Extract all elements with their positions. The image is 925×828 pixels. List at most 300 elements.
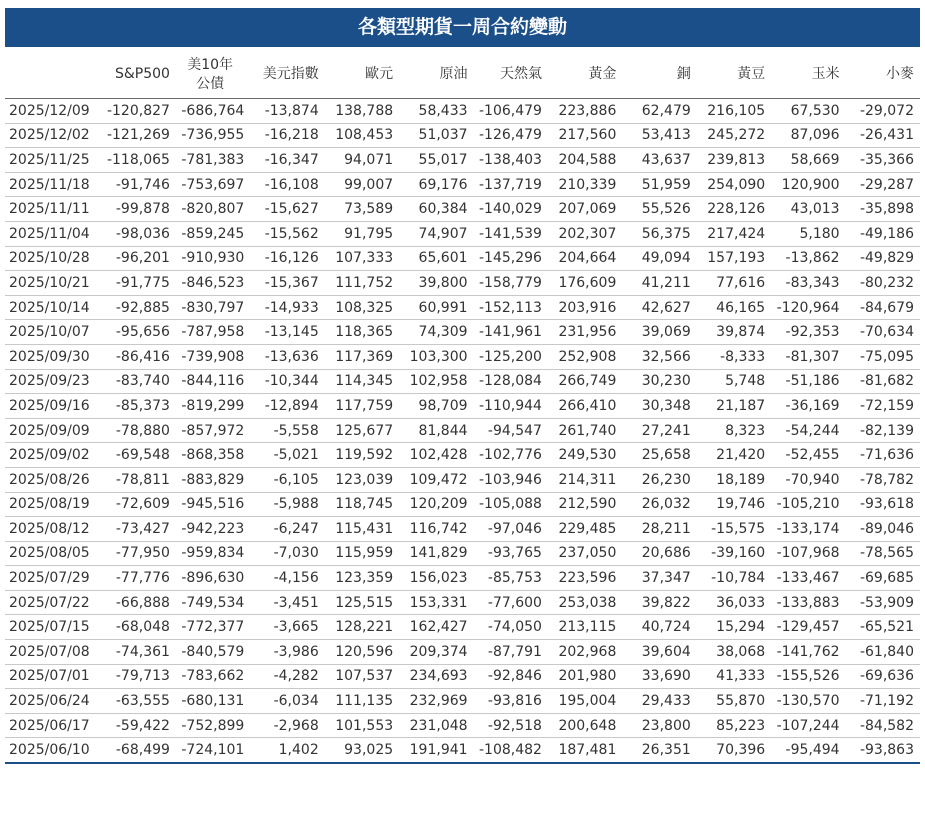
cell-us10y: -840,579 (176, 640, 250, 665)
cell-wheat: -29,287 (846, 172, 920, 197)
cell-copper: 20,686 (622, 541, 696, 566)
cell-us10y: -781,383 (176, 148, 250, 173)
cell-euro: 125,677 (325, 418, 399, 443)
table-body (5, 99, 920, 764)
cell-copper: 39,069 (622, 320, 696, 345)
cell-corn: 43,013 (771, 197, 845, 222)
cell-us10y: -883,829 (176, 467, 250, 492)
table-row (5, 640, 920, 665)
cell-us10y: -819,299 (176, 394, 250, 419)
cell-sp500: -86,416 (102, 344, 176, 369)
cell-gold: 200,648 (548, 713, 622, 738)
cell-us10y: -753,697 (176, 172, 250, 197)
cell-wheat: -72,159 (846, 394, 920, 419)
table-header (5, 51, 920, 99)
cell-date: 2025/07/22 (5, 590, 102, 615)
cell-wheat: -49,186 (846, 221, 920, 246)
cell-gold: 249,530 (548, 443, 622, 468)
cell-copper: 55,526 (622, 197, 696, 222)
table-row (5, 369, 920, 394)
cell-corn: 67,530 (771, 99, 845, 124)
cell-sp500: -66,888 (102, 590, 176, 615)
cell-corn: -133,467 (771, 566, 845, 591)
cell-gold: 213,115 (548, 615, 622, 640)
cell-gold: 229,485 (548, 517, 622, 542)
cell-sp500: -69,548 (102, 443, 176, 468)
cell-copper: 23,800 (622, 713, 696, 738)
cell-corn: -133,174 (771, 517, 845, 542)
table-row (5, 320, 920, 345)
cell-sp500: -72,609 (102, 492, 176, 517)
cell-sp500: -78,811 (102, 467, 176, 492)
header-soybean: 黃豆 (697, 51, 771, 99)
cell-corn: -133,883 (771, 590, 845, 615)
cell-crude-oil: 234,693 (399, 664, 473, 689)
cell-wheat: -80,232 (846, 271, 920, 296)
cell-copper: 49,094 (622, 246, 696, 271)
cell-wheat: -49,829 (846, 246, 920, 271)
cell-crude-oil: 55,017 (399, 148, 473, 173)
cell-date: 2025/08/05 (5, 541, 102, 566)
cell-soybean: 245,272 (697, 123, 771, 148)
cell-sp500: -92,885 (102, 295, 176, 320)
cell-soybean: 5,748 (697, 369, 771, 394)
table-row (5, 664, 920, 689)
cell-soybean: 254,090 (697, 172, 771, 197)
cell-natural-gas: -92,846 (474, 664, 548, 689)
cell-sp500: -98,036 (102, 221, 176, 246)
table-row (5, 517, 920, 542)
cell-euro: 117,369 (325, 344, 399, 369)
cell-euro: 94,071 (325, 148, 399, 173)
header-natural-gas: 天然氣 (474, 51, 548, 99)
cell-crude-oil: 120,209 (399, 492, 473, 517)
cell-crude-oil: 39,800 (399, 271, 473, 296)
cell-soybean: 39,874 (697, 320, 771, 345)
cell-sp500: -78,880 (102, 418, 176, 443)
cell-sp500: -85,373 (102, 394, 176, 419)
cell-corn: -155,526 (771, 664, 845, 689)
cell-crude-oil: 81,844 (399, 418, 473, 443)
cell-sp500: -99,878 (102, 197, 176, 222)
cell-sp500: -77,776 (102, 566, 176, 591)
cell-natural-gas: -110,944 (474, 394, 548, 419)
cell-usd-index: -5,988 (250, 492, 324, 517)
cell-soybean: 38,068 (697, 640, 771, 665)
cell-copper: 39,822 (622, 590, 696, 615)
cell-us10y: -736,955 (176, 123, 250, 148)
cell-us10y: -787,958 (176, 320, 250, 345)
table-row (5, 197, 920, 222)
cell-euro: 108,453 (325, 123, 399, 148)
cell-date: 2025/09/09 (5, 418, 102, 443)
cell-wheat: -35,898 (846, 197, 920, 222)
cell-copper: 27,241 (622, 418, 696, 443)
cell-euro: 125,515 (325, 590, 399, 615)
cell-gold: 266,749 (548, 369, 622, 394)
cell-natural-gas: -94,547 (474, 418, 548, 443)
cell-wheat: -65,521 (846, 615, 920, 640)
cell-euro: 120,596 (325, 640, 399, 665)
cell-euro: 119,592 (325, 443, 399, 468)
cell-wheat: -61,840 (846, 640, 920, 665)
table-row (5, 443, 920, 468)
header-gold: 黃金 (548, 51, 622, 99)
cell-euro: 138,788 (325, 99, 399, 124)
cell-euro: 111,135 (325, 689, 399, 714)
cell-euro: 115,959 (325, 541, 399, 566)
cell-natural-gas: -141,539 (474, 221, 548, 246)
cell-corn: 5,180 (771, 221, 845, 246)
cell-crude-oil: 103,300 (399, 344, 473, 369)
cell-copper: 62,479 (622, 99, 696, 124)
cell-us10y: -830,797 (176, 295, 250, 320)
header-euro: 歐元 (325, 51, 399, 99)
cell-wheat: -75,095 (846, 344, 920, 369)
cell-corn: -129,457 (771, 615, 845, 640)
cell-usd-index: -6,247 (250, 517, 324, 542)
cell-natural-gas: -85,753 (474, 566, 548, 591)
cell-copper: 28,211 (622, 517, 696, 542)
cell-corn: 87,096 (771, 123, 845, 148)
table-row (5, 221, 920, 246)
cell-euro: 123,359 (325, 566, 399, 591)
cell-copper: 30,230 (622, 369, 696, 394)
cell-natural-gas: -92,518 (474, 713, 548, 738)
cell-sp500: -63,555 (102, 689, 176, 714)
cell-euro: 123,039 (325, 467, 399, 492)
cell-gold: 202,968 (548, 640, 622, 665)
cell-date: 2025/06/17 (5, 713, 102, 738)
cell-gold: 210,339 (548, 172, 622, 197)
cell-gold: 214,311 (548, 467, 622, 492)
cell-date: 2025/08/26 (5, 467, 102, 492)
futures-position-table (5, 51, 920, 764)
cell-natural-gas: -145,296 (474, 246, 548, 271)
cell-corn: -54,244 (771, 418, 845, 443)
cell-wheat: -70,634 (846, 320, 920, 345)
cell-usd-index: -13,145 (250, 320, 324, 345)
cell-date: 2025/07/15 (5, 615, 102, 640)
cell-date: 2025/09/16 (5, 394, 102, 419)
cell-date: 2025/11/04 (5, 221, 102, 246)
cell-corn: -95,494 (771, 738, 845, 763)
cell-crude-oil: 58,433 (399, 99, 473, 124)
cell-copper: 26,032 (622, 492, 696, 517)
cell-sp500: -91,746 (102, 172, 176, 197)
cell-us10y: -859,245 (176, 221, 250, 246)
cell-wheat: -26,431 (846, 123, 920, 148)
cell-wheat: -29,072 (846, 99, 920, 124)
cell-soybean: 21,187 (697, 394, 771, 419)
table-row (5, 123, 920, 148)
cell-crude-oil: 51,037 (399, 123, 473, 148)
cell-euro: 118,745 (325, 492, 399, 517)
cell-usd-index: -7,030 (250, 541, 324, 566)
cell-natural-gas: -138,403 (474, 148, 548, 173)
cell-soybean: 21,420 (697, 443, 771, 468)
cell-copper: 51,959 (622, 172, 696, 197)
cell-crude-oil: 231,048 (399, 713, 473, 738)
cell-crude-oil: 102,428 (399, 443, 473, 468)
cell-gold: 223,596 (548, 566, 622, 591)
cell-euro: 108,325 (325, 295, 399, 320)
cell-sp500: -96,201 (102, 246, 176, 271)
cell-sp500: -79,713 (102, 664, 176, 689)
cell-euro: 107,333 (325, 246, 399, 271)
cell-natural-gas: -126,479 (474, 123, 548, 148)
cell-euro: 117,759 (325, 394, 399, 419)
cell-soybean: 41,333 (697, 664, 771, 689)
cell-natural-gas: -77,600 (474, 590, 548, 615)
cell-natural-gas: -137,719 (474, 172, 548, 197)
cell-euro: 128,221 (325, 615, 399, 640)
cell-crude-oil: 141,829 (399, 541, 473, 566)
cell-usd-index: -12,894 (250, 394, 324, 419)
cell-euro: 99,007 (325, 172, 399, 197)
cell-gold: 217,560 (548, 123, 622, 148)
cell-crude-oil: 232,969 (399, 689, 473, 714)
cell-date: 2025/10/14 (5, 295, 102, 320)
cell-gold: 223,886 (548, 99, 622, 124)
cell-usd-index: -5,558 (250, 418, 324, 443)
cell-euro: 111,752 (325, 271, 399, 296)
cell-euro: 91,795 (325, 221, 399, 246)
header-corn: 玉米 (771, 51, 845, 99)
cell-euro: 93,025 (325, 738, 399, 763)
cell-usd-index: -4,282 (250, 664, 324, 689)
cell-soybean: 216,105 (697, 99, 771, 124)
cell-natural-gas: -108,482 (474, 738, 548, 763)
header-usd-index: 美元指數 (250, 51, 324, 99)
cell-usd-index: -16,218 (250, 123, 324, 148)
cell-sp500: -59,422 (102, 713, 176, 738)
table-row (5, 541, 920, 566)
table-row (5, 148, 920, 173)
table-row (5, 172, 920, 197)
cell-usd-index: -4,156 (250, 566, 324, 591)
cell-copper: 53,413 (622, 123, 696, 148)
cell-soybean: -8,333 (697, 344, 771, 369)
cell-corn: -36,169 (771, 394, 845, 419)
cell-date: 2025/10/28 (5, 246, 102, 271)
cell-sp500: -68,499 (102, 738, 176, 763)
cell-gold: 252,908 (548, 344, 622, 369)
cell-usd-index: -10,344 (250, 369, 324, 394)
cell-gold: 204,664 (548, 246, 622, 271)
table-row (5, 738, 920, 763)
cell-natural-gas: -102,776 (474, 443, 548, 468)
cell-corn: -81,307 (771, 344, 845, 369)
cell-usd-index: -5,021 (250, 443, 324, 468)
cell-soybean: 239,813 (697, 148, 771, 173)
table-row (5, 467, 920, 492)
cell-copper: 41,211 (622, 271, 696, 296)
cell-date: 2025/09/23 (5, 369, 102, 394)
cell-date: 2025/12/09 (5, 99, 102, 124)
cell-soybean: -10,784 (697, 566, 771, 591)
cell-gold: 266,410 (548, 394, 622, 419)
cell-wheat: -69,685 (846, 566, 920, 591)
table-row (5, 615, 920, 640)
header-wheat: 小麥 (846, 51, 920, 99)
cell-usd-index: -15,627 (250, 197, 324, 222)
table-row (5, 689, 920, 714)
cell-wheat: -78,565 (846, 541, 920, 566)
header-date (5, 51, 102, 99)
table-row (5, 394, 920, 419)
cell-date: 2025/09/02 (5, 443, 102, 468)
cell-soybean: -15,575 (697, 517, 771, 542)
cell-crude-oil: 156,023 (399, 566, 473, 591)
cell-gold: 203,916 (548, 295, 622, 320)
cell-wheat: -82,139 (846, 418, 920, 443)
cell-us10y: -680,131 (176, 689, 250, 714)
cell-sp500: -83,740 (102, 369, 176, 394)
cell-gold: 176,609 (548, 271, 622, 296)
cell-copper: 42,627 (622, 295, 696, 320)
cell-us10y: -910,930 (176, 246, 250, 271)
cell-corn: 58,669 (771, 148, 845, 173)
cell-sp500: -73,427 (102, 517, 176, 542)
cell-crude-oil: 74,907 (399, 221, 473, 246)
cell-date: 2025/11/25 (5, 148, 102, 173)
cell-sp500: -77,950 (102, 541, 176, 566)
cell-natural-gas: -74,050 (474, 615, 548, 640)
cell-natural-gas: -93,765 (474, 541, 548, 566)
cell-usd-index: -13,636 (250, 344, 324, 369)
cell-copper: 32,566 (622, 344, 696, 369)
cell-corn: -51,186 (771, 369, 845, 394)
cell-euro: 101,553 (325, 713, 399, 738)
cell-crude-oil: 65,601 (399, 246, 473, 271)
cell-us10y: -772,377 (176, 615, 250, 640)
cell-natural-gas: -140,029 (474, 197, 548, 222)
table-row (5, 590, 920, 615)
cell-us10y: -942,223 (176, 517, 250, 542)
cell-natural-gas: -128,084 (474, 369, 548, 394)
cell-date: 2025/07/29 (5, 566, 102, 591)
cell-crude-oil: 69,176 (399, 172, 473, 197)
cell-copper: 25,658 (622, 443, 696, 468)
cell-sp500: -95,656 (102, 320, 176, 345)
cell-wheat: -84,679 (846, 295, 920, 320)
cell-corn: -92,353 (771, 320, 845, 345)
cell-date: 2025/06/10 (5, 738, 102, 763)
cell-gold: 261,740 (548, 418, 622, 443)
cell-soybean: -39,160 (697, 541, 771, 566)
cell-natural-gas: -103,946 (474, 467, 548, 492)
cell-soybean: 8,323 (697, 418, 771, 443)
cell-natural-gas: -105,088 (474, 492, 548, 517)
cell-gold: 253,038 (548, 590, 622, 615)
cell-usd-index: 1,402 (250, 738, 324, 763)
cell-usd-index: -16,108 (250, 172, 324, 197)
cell-soybean: 19,746 (697, 492, 771, 517)
cell-date: 2025/06/24 (5, 689, 102, 714)
cell-copper: 30,348 (622, 394, 696, 419)
cell-wheat: -53,909 (846, 590, 920, 615)
cell-wheat: -71,192 (846, 689, 920, 714)
cell-us10y: -945,516 (176, 492, 250, 517)
cell-usd-index: -6,105 (250, 467, 324, 492)
cell-us10y: -749,534 (176, 590, 250, 615)
cell-euro: 118,365 (325, 320, 399, 345)
header-sp500: S&P500 (102, 51, 176, 99)
cell-usd-index: -6,034 (250, 689, 324, 714)
header-us10y-line1: 美10年 (187, 56, 234, 73)
cell-usd-index: -16,126 (250, 246, 324, 271)
cell-usd-index: -15,367 (250, 271, 324, 296)
table-row (5, 344, 920, 369)
cell-date: 2025/09/30 (5, 344, 102, 369)
cell-us10y: -752,899 (176, 713, 250, 738)
cell-copper: 56,375 (622, 221, 696, 246)
cell-corn: -52,455 (771, 443, 845, 468)
cell-natural-gas: -97,046 (474, 517, 548, 542)
cell-us10y: -820,807 (176, 197, 250, 222)
header-row (5, 51, 920, 99)
cell-corn: -120,964 (771, 295, 845, 320)
cell-euro: 107,537 (325, 664, 399, 689)
cell-gold: 201,980 (548, 664, 622, 689)
cell-sp500: -118,065 (102, 148, 176, 173)
cell-wheat: -81,682 (846, 369, 920, 394)
cell-corn: -70,940 (771, 467, 845, 492)
cell-us10y: -959,834 (176, 541, 250, 566)
cell-corn: -83,343 (771, 271, 845, 296)
cell-crude-oil: 153,331 (399, 590, 473, 615)
cell-copper: 26,351 (622, 738, 696, 763)
cell-usd-index: -16,347 (250, 148, 324, 173)
cell-gold: 187,481 (548, 738, 622, 763)
cell-us10y: -686,764 (176, 99, 250, 124)
cell-usd-index: -2,968 (250, 713, 324, 738)
cell-sp500: -120,827 (102, 99, 176, 124)
cell-date: 2025/07/01 (5, 664, 102, 689)
cell-wheat: -89,046 (846, 517, 920, 542)
cell-wheat: -71,636 (846, 443, 920, 468)
cell-sp500: -74,361 (102, 640, 176, 665)
cell-us10y: -846,523 (176, 271, 250, 296)
cell-corn: -107,244 (771, 713, 845, 738)
cell-us10y: -844,116 (176, 369, 250, 394)
cell-copper: 43,637 (622, 148, 696, 173)
cell-gold: 237,050 (548, 541, 622, 566)
cell-usd-index: -14,933 (250, 295, 324, 320)
cell-copper: 37,347 (622, 566, 696, 591)
cell-usd-index: -3,451 (250, 590, 324, 615)
cell-corn: -13,862 (771, 246, 845, 271)
cell-usd-index: -3,986 (250, 640, 324, 665)
cell-sp500: -91,775 (102, 271, 176, 296)
cell-natural-gas: -141,961 (474, 320, 548, 345)
cell-natural-gas: -158,779 (474, 271, 548, 296)
cell-us10y: -739,908 (176, 344, 250, 369)
cell-gold: 202,307 (548, 221, 622, 246)
table-row (5, 99, 920, 124)
table-row (5, 246, 920, 271)
cell-crude-oil: 98,709 (399, 394, 473, 419)
cell-sp500: -121,269 (102, 123, 176, 148)
cell-date: 2025/08/19 (5, 492, 102, 517)
cell-us10y: -857,972 (176, 418, 250, 443)
cell-copper: 33,690 (622, 664, 696, 689)
cell-date: 2025/10/07 (5, 320, 102, 345)
table-row (5, 492, 920, 517)
cell-soybean: 46,165 (697, 295, 771, 320)
cell-us10y: -724,101 (176, 738, 250, 763)
